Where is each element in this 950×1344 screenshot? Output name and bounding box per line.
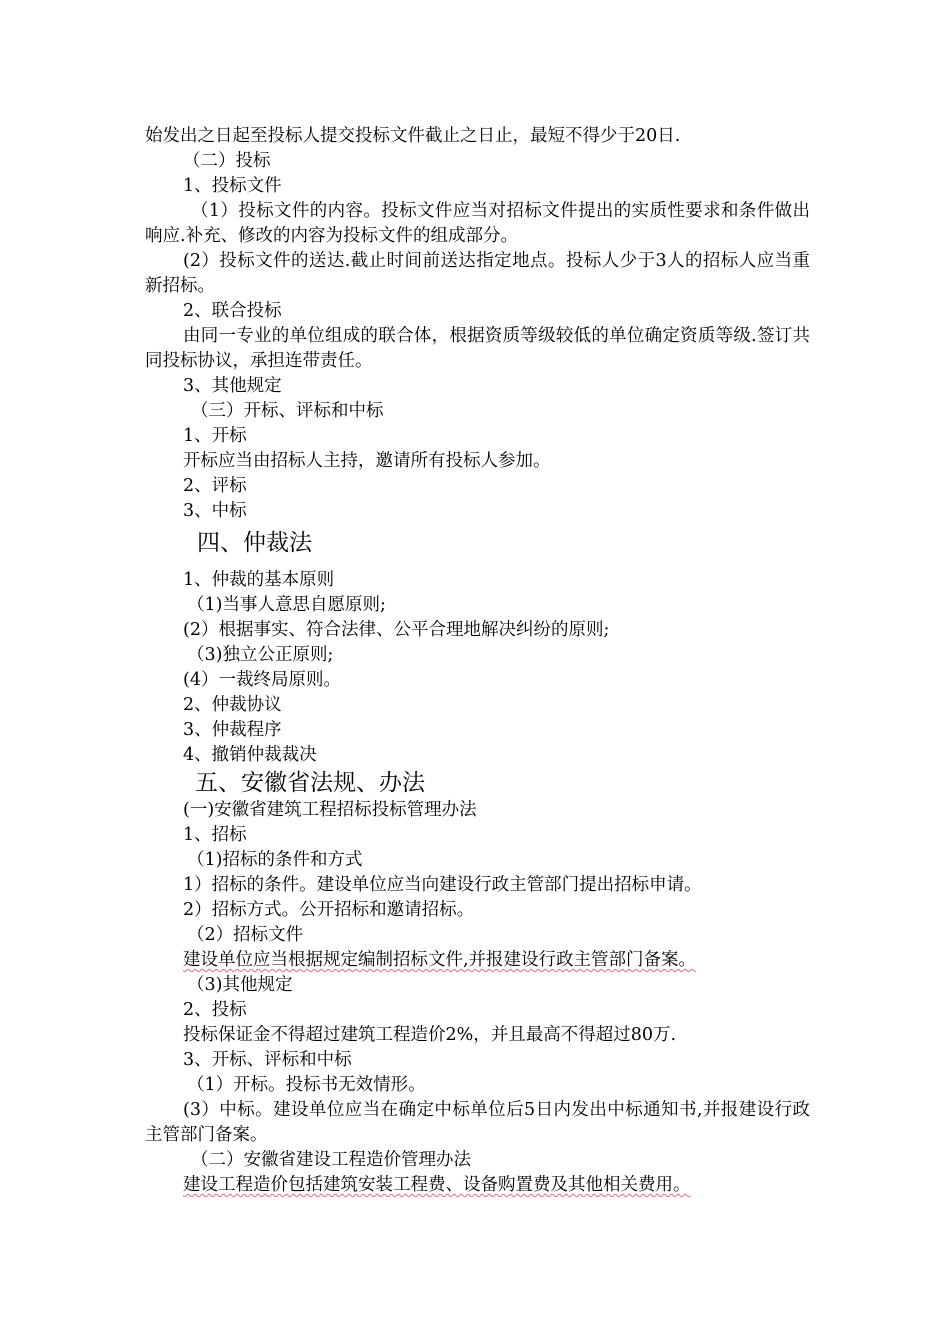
- text-line: 始发出之日起至投标人提交投标文件截止之日止，最短不得少于20日.: [145, 126, 681, 146]
- item-heading: 2、投标: [183, 1000, 247, 1020]
- list-item: （1）开标。投标书无效情形。: [187, 1075, 426, 1095]
- document-body: [145, 124, 810, 1198]
- subsection-heading: （二）安徽省建设工程造价管理办法: [191, 1150, 471, 1170]
- item-heading: 1、开标: [183, 426, 247, 446]
- paragraph: (2）投标文件的送达.截止时间前送达指定地点。投标人少于3人的招标人应当重新招标。: [145, 251, 810, 296]
- list-item: （1)招标的条件和方式: [187, 850, 363, 870]
- paragraph: 由同一专业的单位组成的联合体，根据资质等级较低的单位确定资质等级.签订共同投标协议，承担连带责任。: [145, 326, 810, 371]
- list-item: （1)当事人意思自愿原则;: [187, 595, 386, 615]
- spacer: [145, 560, 810, 568]
- item-heading: 3、开标、评标和中标: [183, 1050, 352, 1070]
- paragraph: （1）投标文件的内容。投标文件应当对招标文件提出的实质性要求和条件做出响应.补充、修改的内容为投标文件的组成部分。: [145, 201, 810, 246]
- item-heading: 3、其他规定: [183, 376, 282, 396]
- section-heading: 五、安徽省法规、办法: [195, 770, 425, 796]
- text-line: 投标保证金不得超过建筑工程造价2%，并且最高不得超过80万.: [183, 1025, 677, 1045]
- item-heading: 2、联合投标: [183, 301, 282, 321]
- list-item: （3)其他规定: [187, 975, 293, 995]
- list-item: 1）招标的条件。建设单位应当向建设行政主管部门提出招标申请。: [183, 875, 702, 895]
- text-line: 开标应当由招标人主持，邀请所有投标人参加。: [183, 451, 551, 471]
- subsection-heading: (一)安徽省建筑工程招标投标管理办法: [183, 800, 477, 820]
- item-heading: 2、仲裁协议: [183, 695, 282, 715]
- item-heading: 1、投标文件: [183, 176, 282, 196]
- section-heading: 四、仲裁法: [197, 530, 312, 556]
- item-heading: 1、招标: [183, 825, 247, 845]
- item-heading: 3、中标: [183, 501, 247, 521]
- list-item: （3)独立公正原则;: [187, 645, 334, 665]
- text-line: 建设单位应当根据规定编制招标文件,并报建设行政主管部门备案。: [183, 950, 697, 970]
- item-heading: 4、撤销仲裁裁决: [183, 745, 317, 765]
- paragraph: (3）中标。建设单位应当在确定中标单位后5日内发出中标通知书,并报建设行政主管部门备案。: [145, 1100, 810, 1145]
- list-item: (4）一裁终局原则。: [183, 670, 341, 690]
- item-heading: 2、评标: [183, 476, 247, 496]
- subsection-heading: （二）投标: [183, 151, 271, 171]
- subsection-heading: （三）开标、评标和中标: [191, 401, 384, 421]
- item-heading: 1、仲裁的基本原则: [183, 570, 335, 590]
- list-item: 2）招标方式。公开招标和邀请招标。: [183, 900, 475, 920]
- item-heading: 3、仲裁程序: [183, 720, 282, 740]
- list-item: （2）招标文件: [187, 925, 304, 945]
- list-item: (2）根据事实、符合法律、公平合理地解决纠纷的原则;: [183, 620, 610, 640]
- text-line: 建设工程造价包括建筑安装工程费、设备购置费及其他相关费用。: [183, 1175, 691, 1195]
